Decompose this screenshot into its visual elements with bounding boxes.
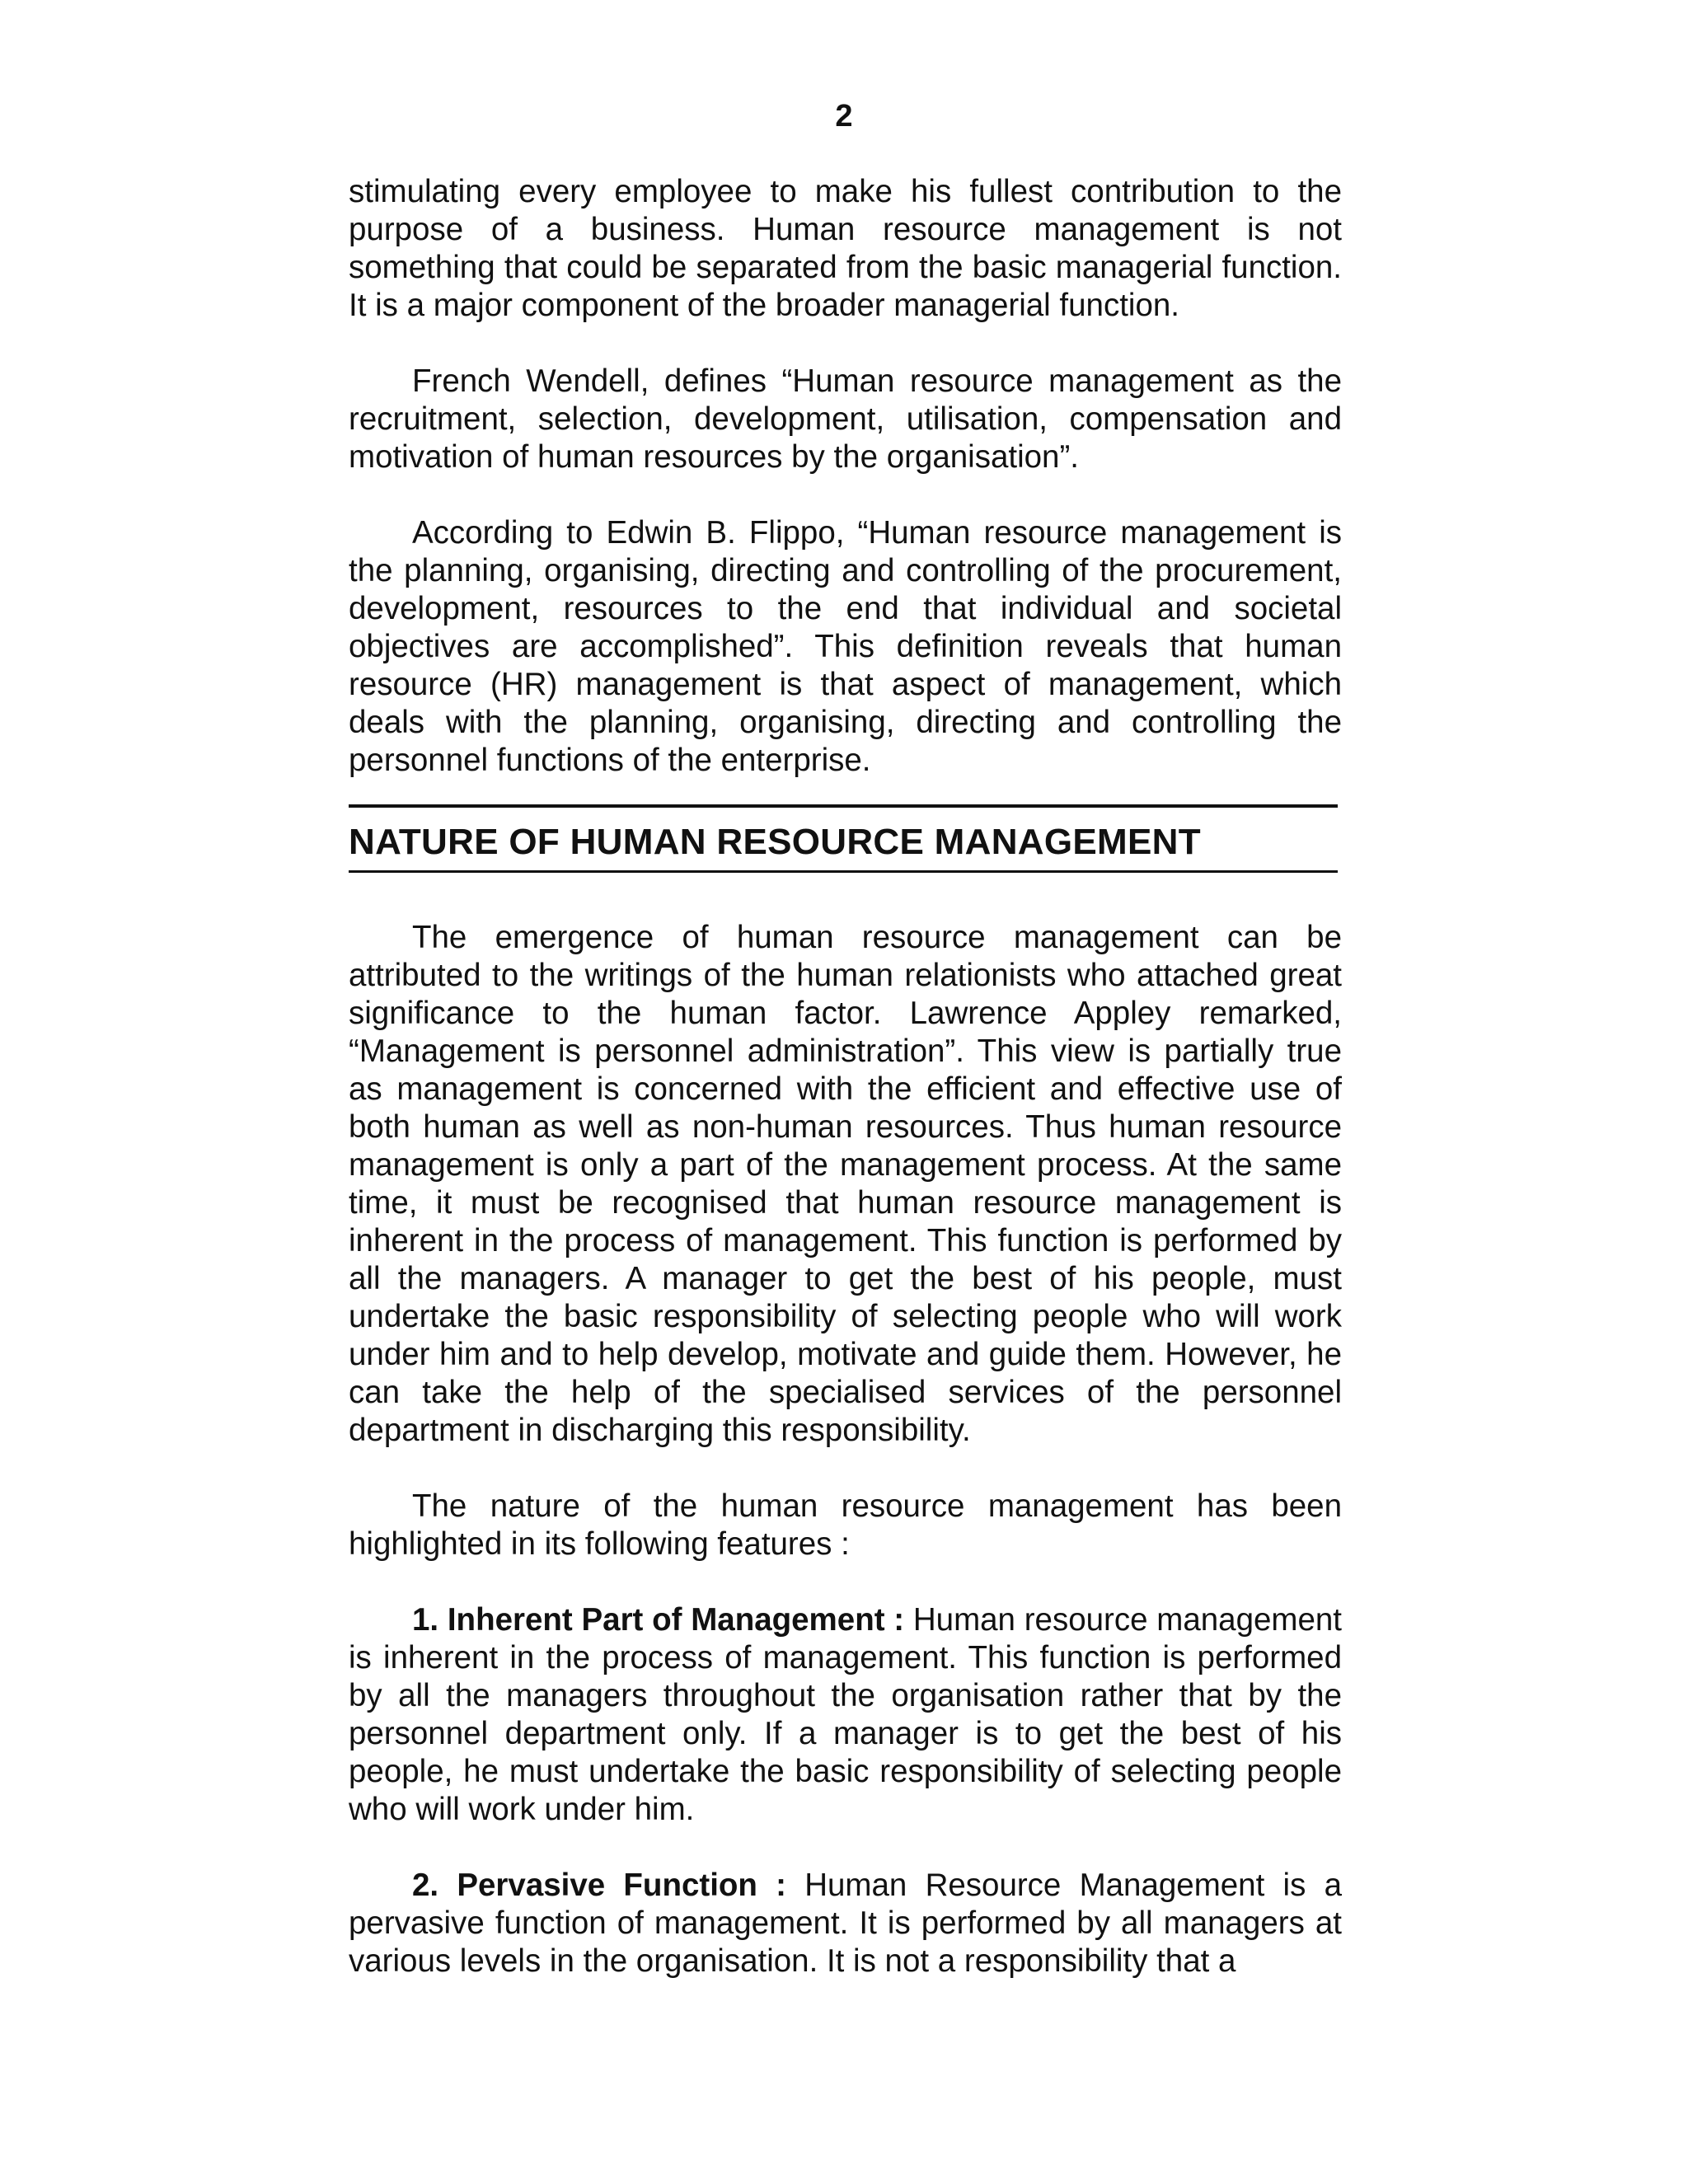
paragraph-gap: [349, 325, 1342, 363]
feature-inherent-part: [349, 1601, 1342, 1829]
feature-pervasive-function: [349, 1867, 1342, 1980]
paragraph-flippo-definition: According to Edwin B. Flippo, “Human resource management is the planning, organising, directing and controlling of the procurement, development, resources to the end that individual and societal objectives are accomplished”. This definition reveals that human resource (HR) management is that aspect of management, which deals with the planning, organising, directing and controlling the personnel functions of the enterprise.: [349, 515, 1342, 778]
feature-title: 1. Inherent Part of Management :: [412, 1602, 905, 1638]
paragraph-emergence-of-hrm: The emergence of human resource management can be attributed to the writings of the human relationists who attached great significance to the human factor. Lawrence Appley remarked, “Management is personnel administration”. This view is partially true as management is concerned with the efficient and effective use of both human as well as non-human resources. Thus human resource management is only a part of the management process. At the same time, it must be recognised that human resource management is inherent in the process of management. This function is performed by all the managers. A manager to get the best of his people, must undertake the basic responsibility of selecting people who will work under him and to help develop, motivate and guide them. However, he can take the help of the specialised services of the personnel department in discharging this responsibility.: [349, 920, 1342, 1448]
paragraph-french-wendell-definition: French Wendell, defines “Human resource management as the recruitment, selection, development, utilisation, compensation and motivation of human resources by the organisation”.: [349, 363, 1342, 475]
document-body: [349, 173, 1342, 1980]
feature-text: Human Resource Management is a pervasive function of management. It is performed by all managers at various levels in the organisation. It is not a responsibility that a: [349, 1868, 1342, 1979]
feature-title: 2. Pervasive Function :: [412, 1868, 786, 1903]
paragraph-gap: [349, 1450, 1342, 1488]
paragraph-gap: [349, 1563, 1342, 1601]
heading-rule-bottom: [349, 870, 1338, 873]
paragraph-nature-features-intro: The nature of the human resource management has been highlighted in its following features :: [349, 1488, 1342, 1562]
section-heading: NATURE OF HUMAN RESOURCE MANAGEMENT: [349, 822, 1201, 862]
paragraph-gap: [349, 476, 1342, 514]
paragraph-intro-continuation: stimulating every employee to make his fullest contribution to the purpose of a business. Human resource management is not something that could be separated from the basic managerial function. It is a major component of the broader managerial function.: [349, 174, 1342, 323]
page-number: 2: [835, 99, 853, 134]
paragraph-gap: [349, 1829, 1342, 1867]
feature-text: Human resource management is inherent in the process of management. This function is performed by all the managers throughout the organisation rather that by the personnel department only. If a manager is to get the best of his people, he must undertake the basic responsibility of selecting people who will work under him.: [349, 1602, 1342, 1827]
